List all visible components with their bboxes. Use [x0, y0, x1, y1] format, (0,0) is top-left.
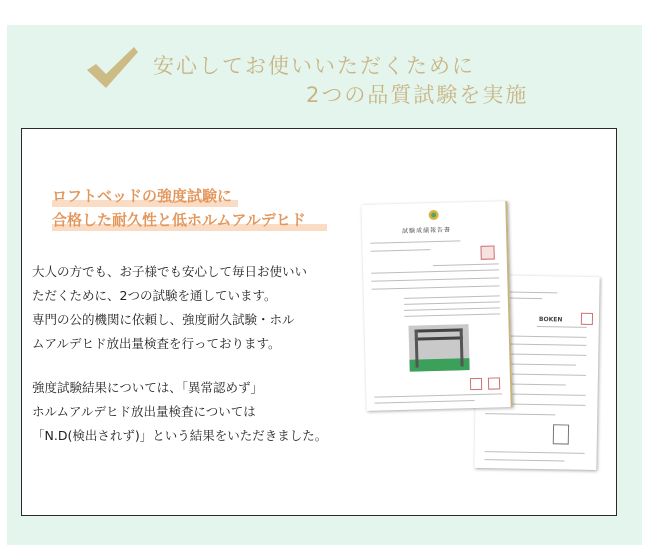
body-p2-line-3: 「N.D(検出されず)」という結果をいただきました。	[32, 428, 328, 443]
checkmark-icon	[84, 44, 140, 90]
body-p2-line-2: ホルムアルデヒド放出量検査については	[32, 404, 256, 419]
strength-test-report-document	[361, 201, 512, 411]
photo-stamp-1	[470, 378, 482, 390]
subtitle-line-1: ロフトベッドの強度試験に	[52, 187, 233, 205]
report-title: 試験成績報告書	[401, 226, 452, 235]
document-brand-label: BOKEN	[538, 316, 563, 324]
subtitle-line-2: 合格した耐久性と低ホルムアルデヒド	[52, 211, 306, 229]
document-seal	[581, 313, 593, 325]
body-p1-line-3: 専門の公的機関に依頼し、強度耐久試験・ホル	[32, 312, 295, 327]
headline-line-2: 2つの品質試験を実施	[306, 83, 529, 107]
report-seal	[480, 245, 494, 259]
body-p1-line-1: 大人の方でも、お子様でも安心して毎日お使いい	[32, 264, 308, 279]
certificate-logo-icon	[427, 209, 439, 221]
photo-stamp-2	[488, 377, 500, 389]
body-p1-line-4: ムアルデヒド放出量検査を行っております。	[32, 336, 281, 351]
headline-line-1: 安心してお使いいただくために	[153, 54, 475, 78]
body-p2-line-1: 強度試験結果については、「異常認めず」	[32, 380, 264, 395]
body-p1-line-2: ただくために、2つの試験を通しています。	[32, 288, 277, 303]
bed-photo	[409, 324, 470, 372]
document-diagram	[553, 424, 569, 444]
